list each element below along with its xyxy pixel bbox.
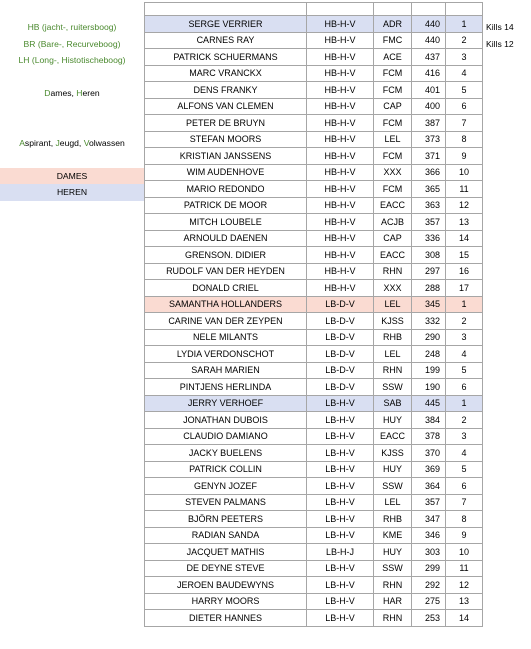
club-cell: EACC — [374, 247, 412, 264]
name-cell: MARIO REDONDO — [145, 181, 307, 198]
table-row — [145, 148, 483, 165]
table-row — [145, 214, 483, 231]
club-cell: ACE — [374, 49, 412, 66]
score-cell: 401 — [412, 82, 446, 99]
club-cell: ADR — [374, 16, 412, 33]
table-row — [145, 296, 483, 313]
category-cell: HB-H-V — [307, 98, 374, 115]
table-row — [145, 82, 483, 99]
score-cell: 370 — [412, 445, 446, 462]
header-cell — [374, 3, 412, 16]
club-cell: FMC — [374, 32, 412, 49]
club-cell: RHN — [374, 263, 412, 280]
name-cell: BJÖRN PEETERS — [145, 511, 307, 528]
rank-cell: 6 — [446, 478, 483, 495]
category-cell: LB-D-V — [307, 329, 374, 346]
table-row — [145, 494, 483, 511]
heren-legend-swatch: HEREN — [0, 184, 144, 201]
category-cell: HB-H-V — [307, 263, 374, 280]
legend-panel — [0, 19, 144, 201]
category-cell: HB-H-V — [307, 16, 374, 33]
name-cell: JACQUET MATHIS — [145, 544, 307, 561]
club-cell: SSW — [374, 560, 412, 577]
score-cell: 290 — [412, 329, 446, 346]
rank-cell: 2 — [446, 313, 483, 330]
category-cell: LB-H-V — [307, 395, 374, 412]
table-row — [145, 98, 483, 115]
rank-cell: 7 — [446, 115, 483, 132]
header-cell — [412, 3, 446, 16]
club-cell: LEL — [374, 131, 412, 148]
table-header-row — [145, 3, 483, 16]
score-cell: 336 — [412, 230, 446, 247]
category-cell: LB-D-V — [307, 379, 374, 396]
score-cell: 365 — [412, 181, 446, 198]
legend-spacer — [0, 69, 144, 86]
club-cell: LEL — [374, 346, 412, 363]
category-cell: HB-H-V — [307, 230, 374, 247]
name-cell: PETER DE BRUYN — [145, 115, 307, 132]
name-cell: DIETER HANNES — [145, 610, 307, 627]
header-cell — [307, 3, 374, 16]
score-cell: 440 — [412, 16, 446, 33]
rank-cell: 11 — [446, 181, 483, 198]
rank-cell: 3 — [446, 329, 483, 346]
category-cell: HB-H-V — [307, 32, 374, 49]
club-cell: XXX — [374, 164, 412, 181]
club-cell: FCM — [374, 181, 412, 198]
score-cell: 199 — [412, 362, 446, 379]
name-cell: DE DEYNE STEVE — [145, 560, 307, 577]
rank-cell: 17 — [446, 280, 483, 297]
category-cell: LB-H-V — [307, 577, 374, 594]
name-cell: RUDOLF VAN DER HEYDEN — [145, 263, 307, 280]
header-cell — [145, 3, 307, 16]
rank-cell: 6 — [446, 379, 483, 396]
name-cell: JERRY VERHOEF — [145, 395, 307, 412]
rank-cell: 11 — [446, 560, 483, 577]
rank-cell: 15 — [446, 247, 483, 264]
score-cell: 248 — [412, 346, 446, 363]
score-cell: 253 — [412, 610, 446, 627]
club-cell: HUY — [374, 461, 412, 478]
score-cell: 369 — [412, 461, 446, 478]
rank-cell: 4 — [446, 445, 483, 462]
kills-notes — [486, 19, 514, 52]
table-row — [145, 362, 483, 379]
name-cell: ALFONS VAN CLEMEN — [145, 98, 307, 115]
club-cell: FCM — [374, 115, 412, 132]
name-cell: LYDIA VERDONSCHOT — [145, 346, 307, 363]
table-row — [145, 280, 483, 297]
table-row — [145, 230, 483, 247]
rank-cell: 10 — [446, 164, 483, 181]
score-cell: 357 — [412, 214, 446, 231]
club-cell: FCM — [374, 82, 412, 99]
score-cell: 299 — [412, 560, 446, 577]
rank-cell: 13 — [446, 214, 483, 231]
score-cell: 387 — [412, 115, 446, 132]
name-cell: PATRICK DE MOOR — [145, 197, 307, 214]
score-cell: 416 — [412, 65, 446, 82]
kills-note: Kills 14 — [486, 22, 514, 32]
club-cell: KJSS — [374, 313, 412, 330]
category-cell: HB-H-V — [307, 247, 374, 264]
legend-br: BR (Bare-, Recurveboog) — [23, 38, 121, 49]
rank-cell: 14 — [446, 230, 483, 247]
results-body — [145, 3, 483, 627]
club-cell: KJSS — [374, 445, 412, 462]
table-row — [145, 445, 483, 462]
score-cell: 364 — [412, 478, 446, 495]
score-cell: 308 — [412, 247, 446, 264]
table-row — [145, 197, 483, 214]
club-cell: HAR — [374, 593, 412, 610]
name-cell: PINTJENS HERLINDA — [145, 379, 307, 396]
club-cell: HUY — [374, 412, 412, 429]
club-cell: KME — [374, 527, 412, 544]
score-cell: 366 — [412, 164, 446, 181]
name-cell: STEFAN MOORS — [145, 131, 307, 148]
score-cell: 445 — [412, 395, 446, 412]
score-cell: 303 — [412, 544, 446, 561]
category-cell: LB-H-V — [307, 412, 374, 429]
table-row — [145, 544, 483, 561]
rank-cell: 12 — [446, 197, 483, 214]
name-cell: SERGE VERRIER — [145, 16, 307, 33]
category-cell: LB-H-V — [307, 428, 374, 445]
rank-cell: 10 — [446, 544, 483, 561]
category-cell: LB-H-V — [307, 494, 374, 511]
category-cell: LB-H-V — [307, 478, 374, 495]
category-cell: HB-H-V — [307, 280, 374, 297]
club-cell: SAB — [374, 395, 412, 412]
rank-cell: 5 — [446, 362, 483, 379]
category-cell: LB-H-V — [307, 527, 374, 544]
club-cell: HUY — [374, 544, 412, 561]
name-cell: DENS FRANKY — [145, 82, 307, 99]
results-table — [144, 2, 483, 627]
legend-hb: HB (jacht-, ruitersboog) — [27, 22, 117, 32]
score-cell: 437 — [412, 49, 446, 66]
name-cell: HARRY MOORS — [145, 593, 307, 610]
score-cell: 400 — [412, 98, 446, 115]
table-row — [145, 527, 483, 544]
name-cell: JONATHAN DUBOIS — [145, 412, 307, 429]
legend-age: Aspirant, Jeugd, Volwassen — [19, 137, 125, 148]
category-cell: HB-H-V — [307, 164, 374, 181]
legend-spacer — [0, 118, 144, 135]
club-cell: RHN — [374, 610, 412, 627]
table-row — [145, 65, 483, 82]
club-cell: SSW — [374, 478, 412, 495]
legend-spacer — [0, 151, 144, 168]
table-row — [145, 412, 483, 429]
category-cell: LB-D-V — [307, 296, 374, 313]
kills-note: Kills 12 — [486, 38, 514, 49]
score-cell: 190 — [412, 379, 446, 396]
rank-cell: 6 — [446, 98, 483, 115]
score-cell: 440 — [412, 32, 446, 49]
table-row — [145, 478, 483, 495]
category-cell: HB-H-V — [307, 82, 374, 99]
rank-cell: 1 — [446, 395, 483, 412]
table-row — [145, 610, 483, 627]
score-cell: 363 — [412, 197, 446, 214]
name-cell: GRENSON. DIDIER — [145, 247, 307, 264]
name-cell: CLAUDIO DAMIANO — [145, 428, 307, 445]
score-cell: 297 — [412, 263, 446, 280]
category-cell: LB-H-J — [307, 544, 374, 561]
score-cell: 357 — [412, 494, 446, 511]
name-cell: RADIAN SANDA — [145, 527, 307, 544]
category-cell: HB-H-V — [307, 115, 374, 132]
club-cell: SSW — [374, 379, 412, 396]
club-cell: LEL — [374, 494, 412, 511]
legend-lh: LH (Long-, Histotischeboog) — [18, 55, 126, 65]
table-row — [145, 49, 483, 66]
score-cell: 332 — [412, 313, 446, 330]
legend-gender: Dames, Heren — [44, 88, 100, 98]
rank-cell: 2 — [446, 412, 483, 429]
score-cell: 347 — [412, 511, 446, 528]
name-cell: PATRICK COLLIN — [145, 461, 307, 478]
table-row — [145, 131, 483, 148]
rank-cell: 9 — [446, 527, 483, 544]
name-cell: CARINE VAN DER ZEYPEN — [145, 313, 307, 330]
category-cell: HB-H-V — [307, 197, 374, 214]
table-row — [145, 263, 483, 280]
name-cell: SARAH MARIEN — [145, 362, 307, 379]
rank-cell: 7 — [446, 494, 483, 511]
rank-cell: 8 — [446, 511, 483, 528]
table-row — [145, 16, 483, 33]
score-cell: 292 — [412, 577, 446, 594]
category-cell: LB-D-V — [307, 346, 374, 363]
rank-cell: 16 — [446, 263, 483, 280]
name-cell: WIM AUDENHOVE — [145, 164, 307, 181]
name-cell: STEVEN PALMANS — [145, 494, 307, 511]
name-cell: JEROEN BAUDEWYNS — [145, 577, 307, 594]
club-cell: EACC — [374, 428, 412, 445]
rank-cell: 13 — [446, 593, 483, 610]
rank-cell: 3 — [446, 49, 483, 66]
header-cell — [446, 3, 483, 16]
category-cell: LB-H-V — [307, 461, 374, 478]
score-cell: 378 — [412, 428, 446, 445]
score-cell: 373 — [412, 131, 446, 148]
table-row — [145, 428, 483, 445]
rank-cell: 9 — [446, 148, 483, 165]
table-row — [145, 461, 483, 478]
category-cell: HB-H-V — [307, 148, 374, 165]
name-cell: SAMANTHA HOLLANDERS — [145, 296, 307, 313]
club-cell: FCM — [374, 65, 412, 82]
table-row — [145, 395, 483, 412]
name-cell: NELE MILANTS — [145, 329, 307, 346]
score-cell: 345 — [412, 296, 446, 313]
name-cell: PATRICK SCHUERMANS — [145, 49, 307, 66]
rank-cell: 1 — [446, 16, 483, 33]
category-cell: LB-H-V — [307, 560, 374, 577]
table-row — [145, 247, 483, 264]
club-cell: RHB — [374, 511, 412, 528]
score-cell: 346 — [412, 527, 446, 544]
table-row — [145, 329, 483, 346]
category-cell: LB-H-V — [307, 511, 374, 528]
table-row — [145, 32, 483, 49]
name-cell: CARNES RAY — [145, 32, 307, 49]
table-row — [145, 181, 483, 198]
table-row — [145, 115, 483, 132]
score-cell: 384 — [412, 412, 446, 429]
club-cell: EACC — [374, 197, 412, 214]
name-cell: GENYN JOZEF — [145, 478, 307, 495]
name-cell: KRISTIAN JANSSENS — [145, 148, 307, 165]
table-row — [145, 313, 483, 330]
category-cell: HB-H-V — [307, 49, 374, 66]
rank-cell: 4 — [446, 65, 483, 82]
club-cell: LEL — [374, 296, 412, 313]
score-cell: 288 — [412, 280, 446, 297]
name-cell: ARNOULD DAENEN — [145, 230, 307, 247]
category-cell: HB-H-V — [307, 131, 374, 148]
club-cell: CAP — [374, 230, 412, 247]
dames-legend-swatch: DAMES — [0, 168, 144, 185]
club-cell: RHN — [374, 362, 412, 379]
rank-cell: 8 — [446, 131, 483, 148]
name-cell: MITCH LOUBELE — [145, 214, 307, 231]
category-cell: LB-D-V — [307, 362, 374, 379]
name-cell: MARC VRANCKX — [145, 65, 307, 82]
table-row — [145, 560, 483, 577]
category-cell: LB-D-V — [307, 313, 374, 330]
name-cell: DONALD CRIEL — [145, 280, 307, 297]
score-cell: 371 — [412, 148, 446, 165]
legend-spacer — [0, 102, 144, 119]
club-cell: RHB — [374, 329, 412, 346]
club-cell: CAP — [374, 98, 412, 115]
club-cell: RHN — [374, 577, 412, 594]
table-row — [145, 511, 483, 528]
name-cell: JACKY BUELENS — [145, 445, 307, 462]
table-row — [145, 346, 483, 363]
category-cell: HB-H-V — [307, 181, 374, 198]
rank-cell: 5 — [446, 461, 483, 478]
table-row — [145, 593, 483, 610]
club-cell: XXX — [374, 280, 412, 297]
category-cell: LB-H-V — [307, 610, 374, 627]
category-cell: HB-H-V — [307, 65, 374, 82]
rank-cell: 2 — [446, 32, 483, 49]
club-cell: ACJB — [374, 214, 412, 231]
category-cell: LB-H-V — [307, 593, 374, 610]
rank-cell: 12 — [446, 577, 483, 594]
rank-cell: 14 — [446, 610, 483, 627]
rank-cell: 1 — [446, 296, 483, 313]
category-cell: HB-H-V — [307, 214, 374, 231]
rank-cell: 4 — [446, 346, 483, 363]
club-cell: FCM — [374, 148, 412, 165]
table-row — [145, 379, 483, 396]
table-row — [145, 577, 483, 594]
rank-cell: 3 — [446, 428, 483, 445]
score-cell: 275 — [412, 593, 446, 610]
rank-cell: 5 — [446, 82, 483, 99]
category-cell: LB-H-V — [307, 445, 374, 462]
table-row — [145, 164, 483, 181]
